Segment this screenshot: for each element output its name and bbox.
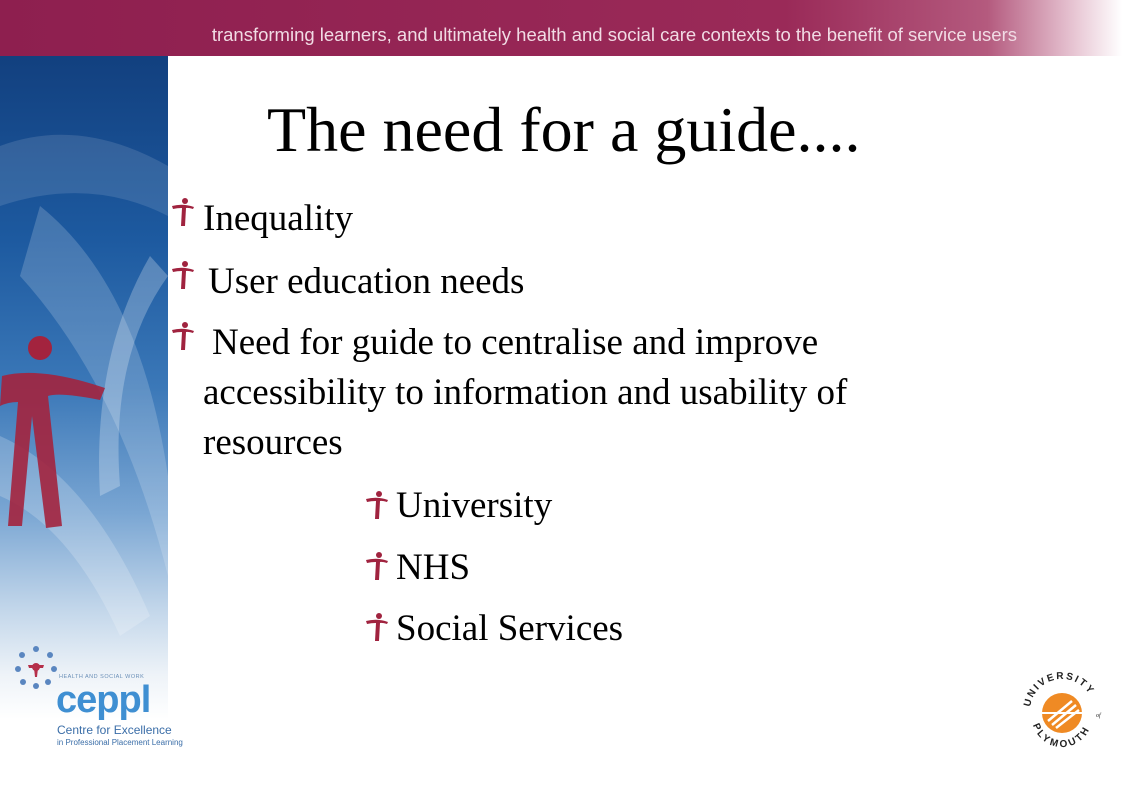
ceppl-people-circle-icon: [14, 645, 58, 689]
top-banner: [0, 0, 1122, 56]
bullet-text: Inequality: [203, 198, 354, 239]
slide-title: The need for a guide....: [267, 94, 861, 165]
sub-bullet-text: Social Services: [396, 608, 624, 649]
bullet-item: [203, 194, 353, 244]
svg-text:UNIVERSITY: UNIVERSITY: [1022, 670, 1097, 708]
bullet-text-line: resources: [203, 422, 343, 463]
university-of-plymouth-logo: [1018, 667, 1106, 755]
sub-bullet-figure-icon: [366, 552, 388, 580]
sub-bullet-item: [396, 481, 552, 531]
svg-text:of: of: [1096, 713, 1101, 719]
bullet-figure-icon: [172, 198, 194, 226]
svg-text:PLYMOUTH: PLYMOUTH: [1029, 721, 1094, 751]
banner-tagline: transforming learners, and ultimately health and social care contexts to the benefit of service users: [211, 24, 1017, 45]
ceppl-full-name-sub: in Professional Placement Learning: [57, 738, 183, 747]
sub-bullet-figure-icon: [366, 613, 388, 641]
bullet-figure-icon: [172, 322, 194, 350]
sub-bullet-text: University: [396, 485, 553, 526]
bullet-text: User education needs: [208, 261, 525, 302]
ceppl-logo-wordmark: ceppl: [56, 679, 151, 721]
bullet-item: [208, 257, 524, 307]
ceppl-full-name: Centre for Excellence: [57, 723, 172, 737]
ceppl-tagline: HEALTH AND SOCIAL WORK: [59, 674, 145, 680]
bullet-item: [203, 318, 972, 468]
sub-bullet-text: NHS: [396, 547, 471, 588]
sub-bullet-figure-icon: [366, 491, 388, 519]
sub-bullet-item: [396, 604, 623, 654]
bullet-text-line: Need for guide to centralise and improve: [212, 322, 819, 363]
bullet-text-line: accessibility to information and usability of: [203, 372, 848, 413]
bullet-figure-icon: [172, 261, 194, 289]
sub-bullet-item: [396, 543, 470, 593]
